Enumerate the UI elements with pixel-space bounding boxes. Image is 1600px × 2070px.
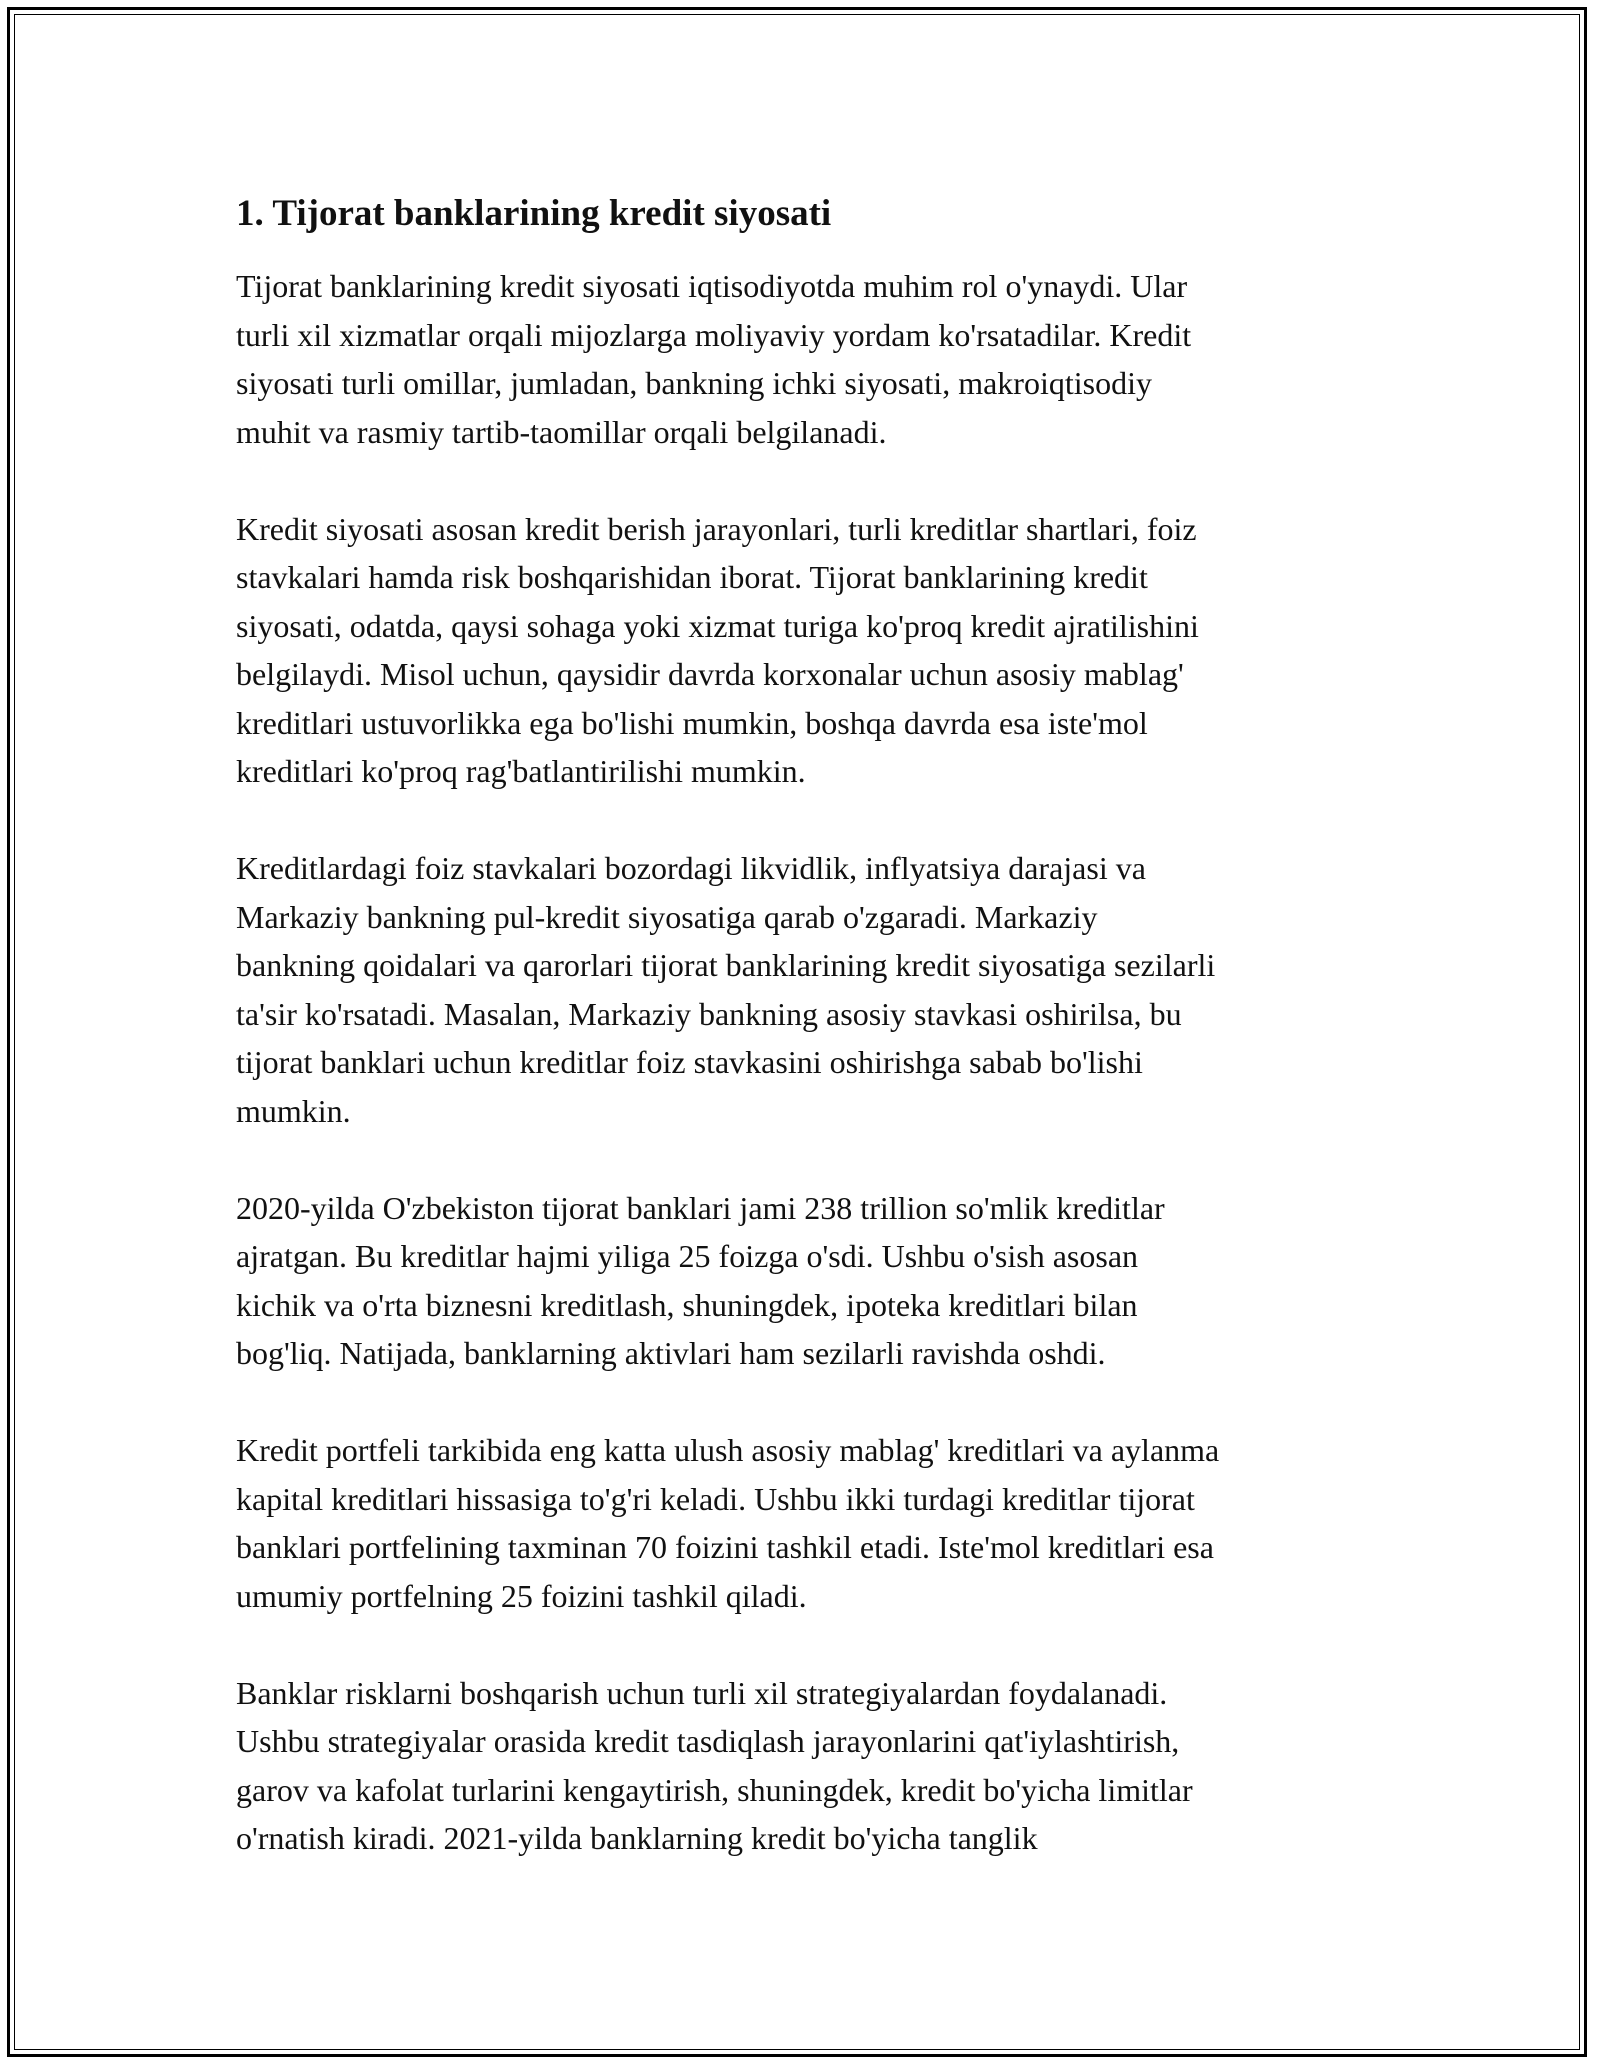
paragraph-4 xyxy=(236,1184,1386,1378)
text-line: Tijorat banklarining kredit siyosati iqtisodiyotda muhim rol o'ynaydi. Ular xyxy=(236,268,1188,304)
text-line: muhit va rasmiy tartib-taomillar orqali belgilanadi. xyxy=(236,413,887,450)
text-line: ta'sir ko'rsatadi. Masalan, Markaziy bankning asosiy stavkasi oshirilsa, bu xyxy=(236,995,1182,1032)
text-line: turli xil xizmatlar orqali mijozlarga moliyaviy yordam ko'rsatadilar. Kredit xyxy=(236,316,1192,353)
text-line: o'rnatish kiradi. 2021-yilda banklarning kredit bo'yicha tanglik xyxy=(236,1820,1038,1856)
text-line: Banklar risklarni boshqarish uchun turli xil strategiyalardan foydalanadi. xyxy=(236,1674,1168,1711)
text-line: kreditlari ko'proq rag'batlantirilishi mumkin. xyxy=(236,753,806,789)
paragraph-1 xyxy=(236,262,1386,456)
text-line: stavkalari hamda risk boshqarishidan iborat. Tijorat banklarining kredit xyxy=(236,559,1148,595)
paragraph-6 xyxy=(236,1669,1386,1863)
text-line: 2020-yilda O'zbekiston tijorat banklari jami 238 trillion so'mlik kreditlar xyxy=(236,1189,1165,1226)
paragraph-5 xyxy=(236,1426,1386,1620)
text-line: Ushbu strategiyalar orasida kredit tasdiqlash jarayonlarini qat'iylashtirish, xyxy=(236,1723,1180,1759)
text-line: Markaziy bankning pul-kredit siyosatiga qarab o'zgaradi. Markaziy xyxy=(236,898,1098,935)
text-line: bankning qoidalari va qarorlari tijorat banklarining kredit siyosatiga sezilarli xyxy=(236,947,1216,983)
document-content xyxy=(236,188,1386,1911)
text-line: kreditlari ustuvorlikka ega bo'lishi mumkin, boshqa davrda esa iste'mol xyxy=(236,704,1148,741)
section-title: 1. Tijorat banklarining kredit siyosati xyxy=(236,193,832,234)
text-line: siyosati turli omillar, jumladan, bankning ichki siyosati, makroiqtisodiy xyxy=(236,365,1152,401)
text-line: belgilaydi. Misol uchun, qaysidir davrda korxonalar uchun asosiy mablag' xyxy=(236,656,1184,692)
paragraph-3 xyxy=(236,844,1386,1135)
text-line: ajratgan. Bu kreditlar hajmi yiliga 25 foizga o'sdi. Ushbu o'sish asosan xyxy=(236,1238,1139,1274)
text-line: Kredit siyosati asosan kredit berish jarayonlari, turli kreditlar shartlari, foiz xyxy=(236,510,1197,547)
text-line: garov va kafolat turlarini kengaytirish, shuningdek, kredit bo'yicha limitlar xyxy=(236,1771,1193,1808)
text-line: siyosati, odatda, qaysi sohaga yoki xizmat turiga ko'proq kredit ajratilishini xyxy=(236,607,1199,644)
text-line: mumkin. xyxy=(236,1092,351,1129)
text-line: kichik va o'rta biznesni kreditlash, shuningdek, ipoteka kreditlari bilan xyxy=(236,1286,1138,1323)
text-line: Kredit portfeli tarkibida eng katta ulush asosiy mablag' kreditlari va aylanma xyxy=(236,1432,1220,1468)
text-line: tijorat banklari uchun kreditlar foiz stavkasini oshirishga sabab bo'lishi xyxy=(236,1044,1143,1080)
text-line: umumiy portfelning 25 foizini tashkil qiladi. xyxy=(236,1577,807,1614)
text-line: banklari portfelining taxminan 70 foizini tashkil etadi. Iste'mol kreditlari esa xyxy=(236,1529,1214,1565)
text-line: kapital kreditlari hissasiga to'g'ri keladi. Ushbu ikki turdagi kreditlar tijorat xyxy=(236,1480,1195,1517)
text-line: bog'liq. Natijada, banklarning aktivlari ham sezilarli ravishda oshdi. xyxy=(236,1335,1106,1371)
paragraph-2 xyxy=(236,505,1386,796)
text-line: Kreditlardagi foiz stavkalari bozordagi likvidlik, inflyatsiya darajasi va xyxy=(236,850,1146,886)
